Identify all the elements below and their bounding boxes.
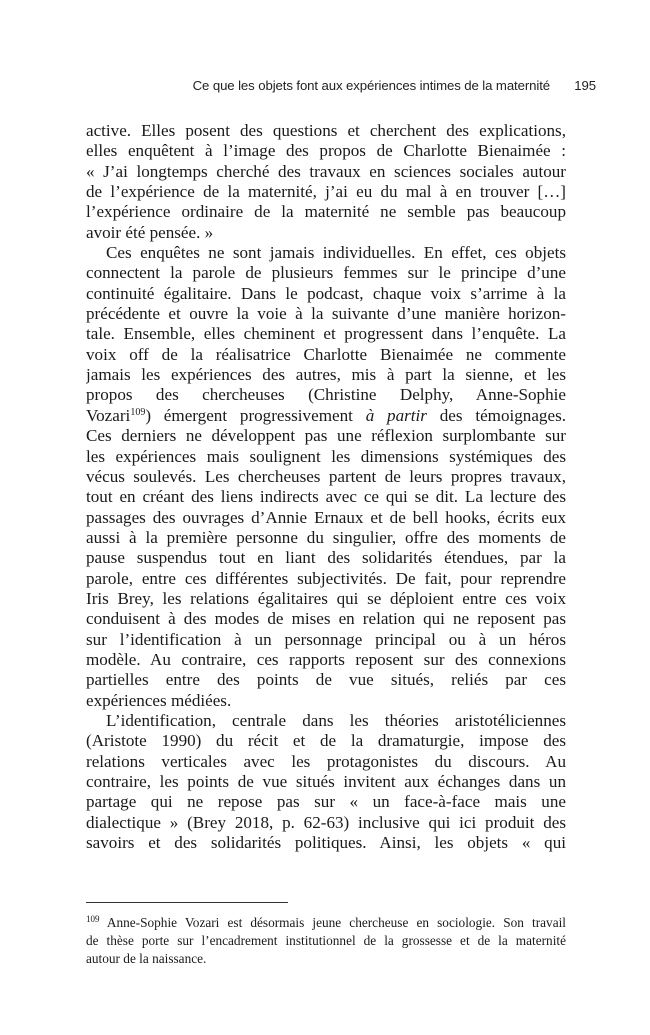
text-line: modèle. Au contraire, ces rapports reposent sur des connexions [86,649,566,669]
paragraph-3 [86,711,566,853]
text-line: propos des chercheuses (Christine Delphy, Anne-Sophie [86,385,566,405]
running-header [86,78,596,93]
text-line: savoirs et des solidarités politiques. Ainsi, les objets « qui [86,833,566,853]
paragraph-2 [86,243,566,711]
italic-text: à partir [365,405,427,425]
text-line: Ces derniers ne développent pas une réflexion surplombante sur [86,426,566,446]
text-line: passages des ouvrages d’Annie Ernaux et de bell hooks, écrits eux [86,507,566,527]
text-line: jamais les expériences des autres, mis à part la sienne, et les [86,365,566,385]
text-fragment: des témoignages. [426,405,566,425]
page-number: 195 [574,78,596,93]
text-line: aussi à la première personne du singulier, offre des moments de [86,527,566,547]
text-line-with-note [86,406,566,426]
text-line: « J’ai longtemps cherché des travaux en sciences sociales autour [86,161,566,181]
text-line: expériences médiées. [86,690,232,710]
text-line: tale. Ensemble, elles cheminent et progressent dans l’enquête. La [86,324,566,344]
text-line: connectent la parole de plusieurs femmes sur le principe d’une [86,263,566,283]
text-line: de l’expérience de la maternité, j’ai eu du mal à en trouver […] [86,182,566,202]
footnote-line: autour de la naissance. [86,951,207,966]
text-line: dialectique » (Brey 2018, p. 62-63) inclusive qui ici produit des [86,812,566,832]
text-line: partielles entre des points de vue situés, reliés par ces [86,670,566,690]
text-line: tout en créant des liens indirects avec ce qui se dit. La lecture des [86,487,566,507]
footnote-line [86,914,566,932]
text-line: elles enquêtent à l’image des propos de Charlotte Bienaimée : [86,141,566,161]
text-line: parole, entre ces différentes subjectivités. De fait, pour reprendre [86,568,566,588]
text-line: vécus soulevés. Les chercheuses partent de leurs propres travaux, [86,466,566,486]
text-line: pause suspendus tout en liant des solidarités étendues, par la [86,548,566,568]
footnote-text: Anne-Sophie Vozari est désormais jeune chercheuse en sociologie. Son travail [99,915,566,930]
text-line: active. Elles posent des questions et cherchent des explications, [86,121,566,140]
text-line: (Aristote 1990) du récit et de la dramaturgie, impose des [86,731,566,751]
text-line: avoir été pensée. » [86,222,214,242]
text-line: sur l’identification à un personnage principal ou à un héros [86,629,566,649]
footnote-number: 109 [86,914,100,924]
footnote-109 [86,914,566,968]
text-line: l’expérience ordinaire de la maternité ne semble pas beaucoup [86,202,566,222]
paragraph-1 [86,121,566,243]
text-line: Iris Brey, les relations égalitaires qui se déploient entre ces voix [86,588,566,608]
footnote-reference[interactable]: 109 [130,406,146,418]
text-line: Ces enquêtes ne sont jamais individuelles. En effet, ces objets [106,243,566,263]
text-line: conduisent à des modes de mises en relation qui ne reposent pas [86,609,566,629]
text-line: relations verticales avec les protagonistes du discours. Au [86,751,566,771]
text-line: contraire, les points de vue situés invitent aux échanges dans un [86,772,566,791]
text-fragment: Vozari [86,405,131,425]
text-line: les expériences mais soulignent les dimensions systémiques des [86,446,566,466]
text-line: précédente et ouvre la voie à la suivante d’une manière horizon- [86,304,566,324]
running-title: Ce que les objets font aux expériences intimes de la maternité [192,78,550,93]
text-line: voix off de la réalisatrice Charlotte Bienaimée ne commente [86,344,566,364]
footnote-separator [86,902,288,903]
body-text [86,121,566,853]
footnote-line: de thèse porte sur l’encadrement institutionnel de la grossesse et de la maternité [86,933,566,948]
text-line: partage qui ne repose pas sur « un face-à-face mais une [86,792,566,812]
text-line: continuité égalitaire. Dans le podcast, chaque voix s’arrime à la [86,283,566,303]
text-fragment: ) émergent progressivement [145,405,366,425]
text-line: L’identification, centrale dans les théories aristotéliciennes [106,710,566,730]
